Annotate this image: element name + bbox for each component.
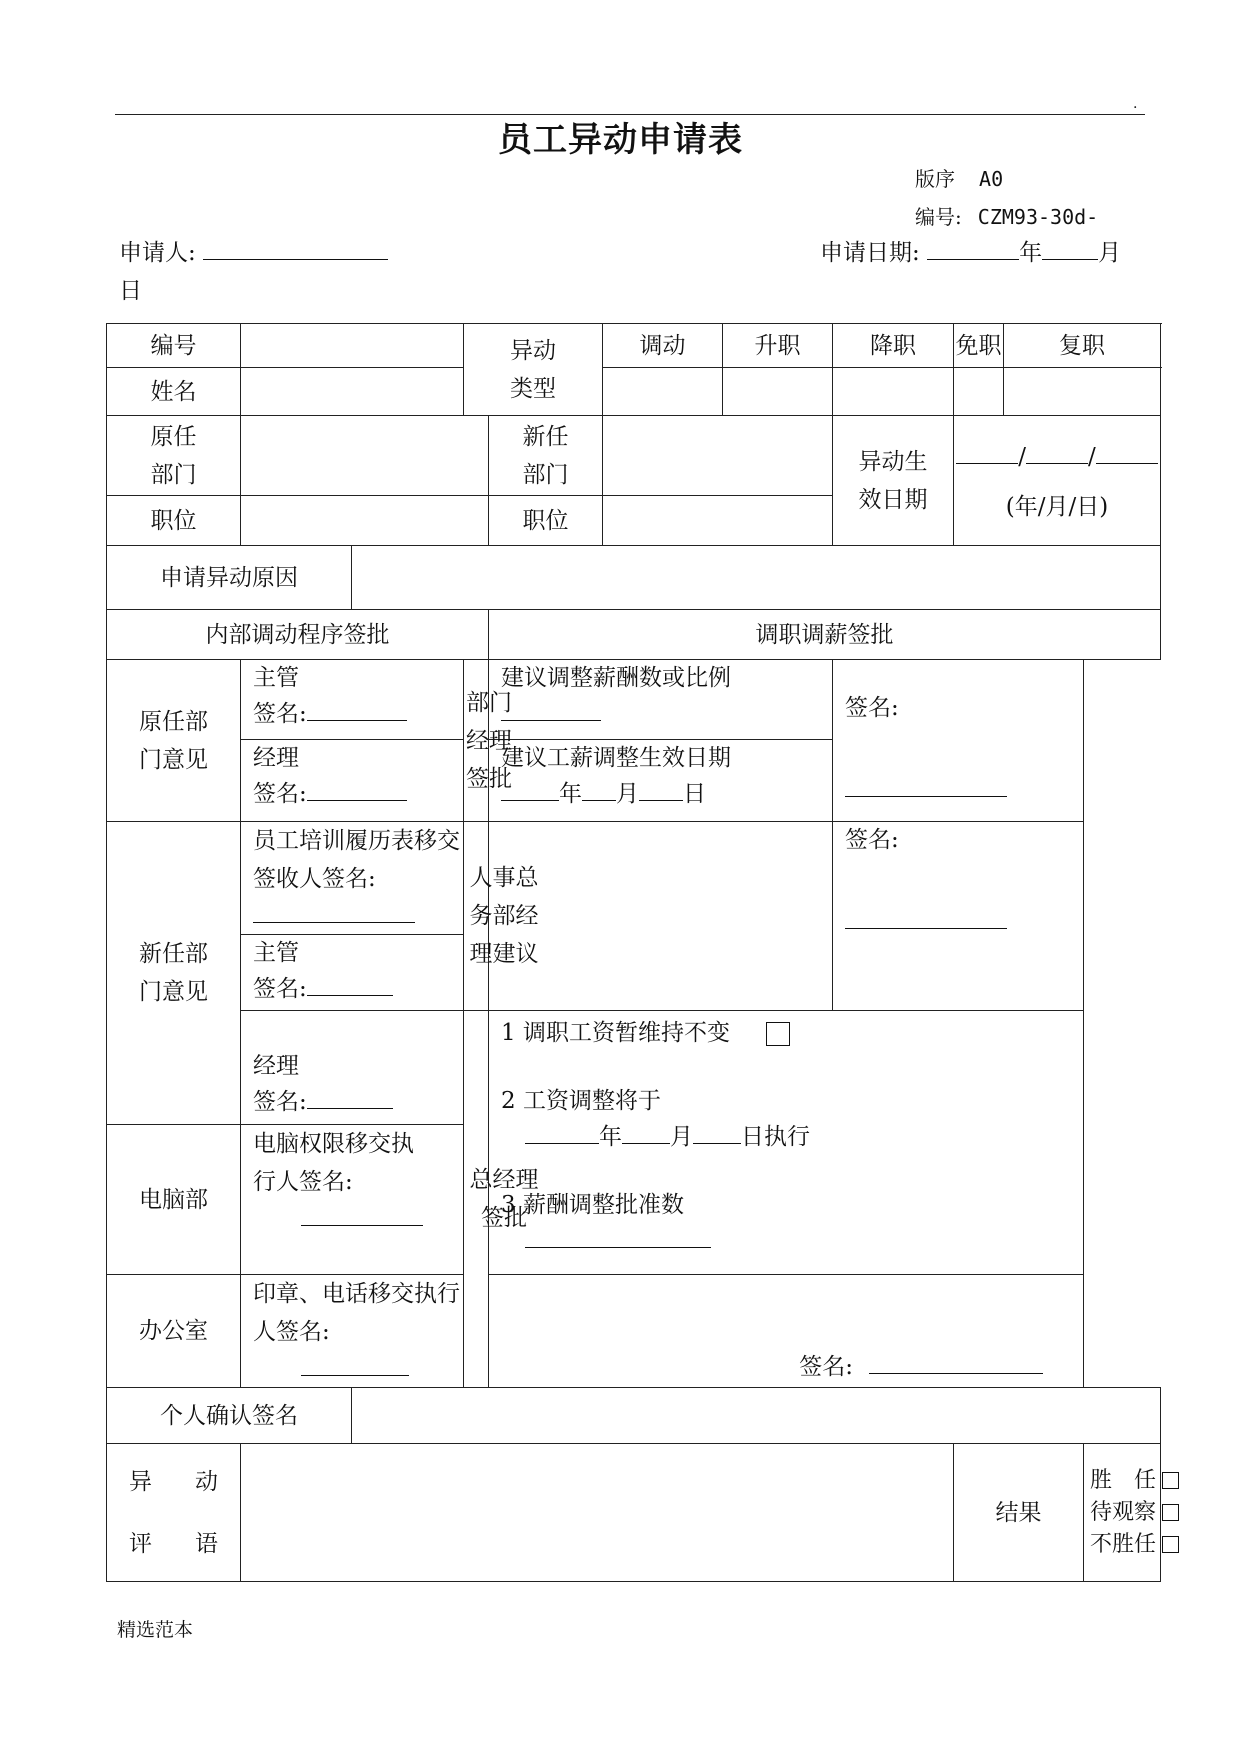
type-dismissal-check[interactable] (954, 368, 1004, 416)
reason-input[interactable] (352, 546, 1161, 610)
number-input[interactable] (241, 324, 464, 368)
office-transfer-label: 印章、电话移交执行人签名: (253, 1281, 460, 1345)
orig-supervisor-sign-cell (241, 660, 464, 740)
new-position-label: 职位 (489, 496, 603, 546)
type-promotion-check[interactable] (723, 368, 833, 416)
name-label-cell: 姓名 (107, 368, 241, 416)
result-competent[interactable]: 胜 任 (1090, 1465, 1160, 1497)
date-format-hint: (年/月/日) (1005, 493, 1109, 520)
orig-position-input[interactable] (241, 496, 489, 546)
version-line (915, 163, 1003, 192)
result-incompetent[interactable]: 不胜任 (1090, 1529, 1160, 1561)
new-manager-sign-input[interactable] (307, 1086, 393, 1109)
office-transfer-input[interactable] (301, 1353, 409, 1376)
computer-transfer-cell (241, 1125, 464, 1275)
effective-date-cell (954, 416, 1161, 546)
type-reinstatement: 复职 (1004, 324, 1161, 368)
suggest-date-cell (489, 740, 833, 822)
hr-sign-input[interactable] (845, 906, 1007, 929)
orig-manager-label: 经理 (253, 745, 299, 771)
salary-sign-label: 签名: (845, 695, 899, 721)
computer-transfer-input[interactable] (301, 1203, 423, 1226)
new-manager-label: 经理 (253, 1053, 299, 1079)
new-supervisor-label: 主管 (253, 940, 299, 966)
suggest-salary-label: 建议调整薪酬数或比例 (501, 665, 731, 691)
apply-date-field (820, 234, 1121, 267)
new-position-input[interactable] (603, 496, 833, 546)
corner-dot: . (1133, 96, 1138, 112)
gm-approval-label: 总经理签批 (464, 1011, 489, 1388)
hr-sign-cell (833, 822, 1084, 1011)
gm-option-1: 1 调职工资暂维持不变 (501, 1015, 1083, 1051)
training-transfer-label: 员工培训履历表移交签收人签名: (253, 828, 460, 892)
new-supervisor-sign-label: 签名: (253, 976, 307, 1002)
apply-year-input[interactable] (927, 237, 1019, 260)
new-manager-sign-cell (241, 1011, 464, 1125)
orig-dept-input[interactable] (241, 416, 489, 496)
suggest-salary-cell (489, 660, 833, 740)
comment-input[interactable] (241, 1444, 954, 1582)
number-label: 编号: (915, 205, 962, 229)
training-transfer-input[interactable] (253, 900, 415, 923)
orig-manager-sign-cell (241, 740, 464, 822)
suggest-date-input[interactable]: 年 月 日 (501, 776, 832, 812)
orig-supervisor-sign-label: 签名: (253, 701, 307, 727)
suggest-salary-input[interactable] (501, 698, 601, 721)
page-title: 员工异动申请表 (498, 120, 743, 160)
personal-confirm-input[interactable] (352, 1388, 1161, 1444)
orig-supervisor-label: 主管 (253, 665, 299, 691)
day-label: 日 (119, 278, 142, 304)
result-options (1084, 1444, 1161, 1582)
hr-suggestion-input[interactable] (489, 822, 833, 1011)
orig-supervisor-sign-input[interactable] (307, 698, 407, 721)
type-transfer-check[interactable] (603, 368, 723, 416)
hr-sign-label: 签名: (845, 827, 899, 853)
gm-option-2-date[interactable]: 年 月 日执行 (501, 1119, 1083, 1155)
new-dept-opinion-label: 新任部门意见 (107, 822, 241, 1125)
gm-sign-label: 签名: (799, 1354, 853, 1380)
applicant-field (119, 234, 388, 267)
salary-sign-cell (833, 660, 1084, 822)
office-transfer-cell (241, 1275, 464, 1388)
computer-dept-label: 电脑部 (107, 1125, 241, 1275)
gm-sign-input[interactable] (869, 1351, 1043, 1374)
dept-manager-approval-label: 部门经理签批 (464, 660, 489, 822)
personal-confirm-label: 个人确认签名 (107, 1388, 352, 1444)
orig-dept-label: 原任部门 (107, 416, 241, 496)
footer-text: 精选范本 (117, 1619, 194, 1641)
office-label: 办公室 (107, 1275, 241, 1388)
result-label: 结果 (954, 1444, 1084, 1582)
gm-option-3: 3 薪酬调整批准数 (501, 1192, 684, 1218)
number-value: CZM93-30d- (977, 205, 1099, 229)
type-promotion: 升职 (723, 324, 833, 368)
new-supervisor-sign-input[interactable] (307, 973, 393, 996)
month-label: 月 (1098, 240, 1122, 266)
effective-date-label: 异动生效日期 (833, 416, 954, 546)
applicant-input[interactable] (203, 237, 388, 260)
version-label: 版序 (915, 167, 955, 191)
year-label: 年 (1019, 240, 1043, 266)
salary-approval-heading: 调职调薪签批 (489, 610, 1161, 660)
reason-label: 申请异动原因 (107, 546, 352, 610)
change-type-label: 异动类型 (464, 324, 603, 416)
computer-transfer-label: 电脑权限移交执行人签名: (253, 1131, 414, 1195)
type-demotion: 降职 (833, 324, 954, 368)
orig-dept-opinion-label: 原任部门意见 (107, 660, 241, 822)
name-input[interactable] (241, 368, 464, 416)
keep-salary-checkbox[interactable] (766, 1022, 790, 1046)
applicant-label: 申请人: (119, 240, 196, 266)
effective-date-input[interactable]: / / (954, 437, 1160, 477)
apply-date-label: 申请日期: (820, 240, 920, 266)
new-supervisor-sign-cell (241, 935, 464, 1011)
type-dismissal: 免职 (954, 324, 1004, 368)
gm-options-cell (489, 1011, 1084, 1275)
number-line (915, 201, 1098, 230)
orig-manager-sign-label: 签名: (253, 781, 307, 807)
new-dept-input[interactable] (603, 416, 833, 496)
salary-sign-input[interactable] (845, 774, 1007, 797)
type-demotion-check[interactable] (833, 368, 954, 416)
result-observe[interactable]: 待观察 (1090, 1497, 1160, 1529)
internal-approval-heading: 内部调动程序签批 (107, 610, 489, 660)
comment-label: 异 动 评 语 (107, 1444, 241, 1582)
number-label-cell: 编号 (107, 324, 241, 368)
suggest-date-label: 建议工薪调整生效日期 (501, 745, 731, 771)
change-form-table (106, 323, 1161, 1582)
new-manager-sign-label: 签名: (253, 1089, 307, 1115)
gm-sign-cell (489, 1275, 1084, 1388)
version-value: A0 (979, 167, 1004, 191)
type-transfer: 调动 (603, 324, 723, 368)
apply-month-input[interactable] (1042, 237, 1098, 260)
new-dept-label: 新任部门 (489, 416, 603, 496)
orig-position-label: 职位 (107, 496, 241, 546)
orig-manager-sign-input[interactable] (307, 778, 407, 801)
salary-approved-input[interactable] (525, 1225, 711, 1248)
hr-suggestion-label: 人事总务部经理建议 (464, 822, 489, 1011)
training-transfer-cell (241, 822, 464, 935)
gm-option-2: 2 工资调整将于 (501, 1088, 661, 1114)
type-reinstatement-check[interactable] (1004, 368, 1161, 416)
